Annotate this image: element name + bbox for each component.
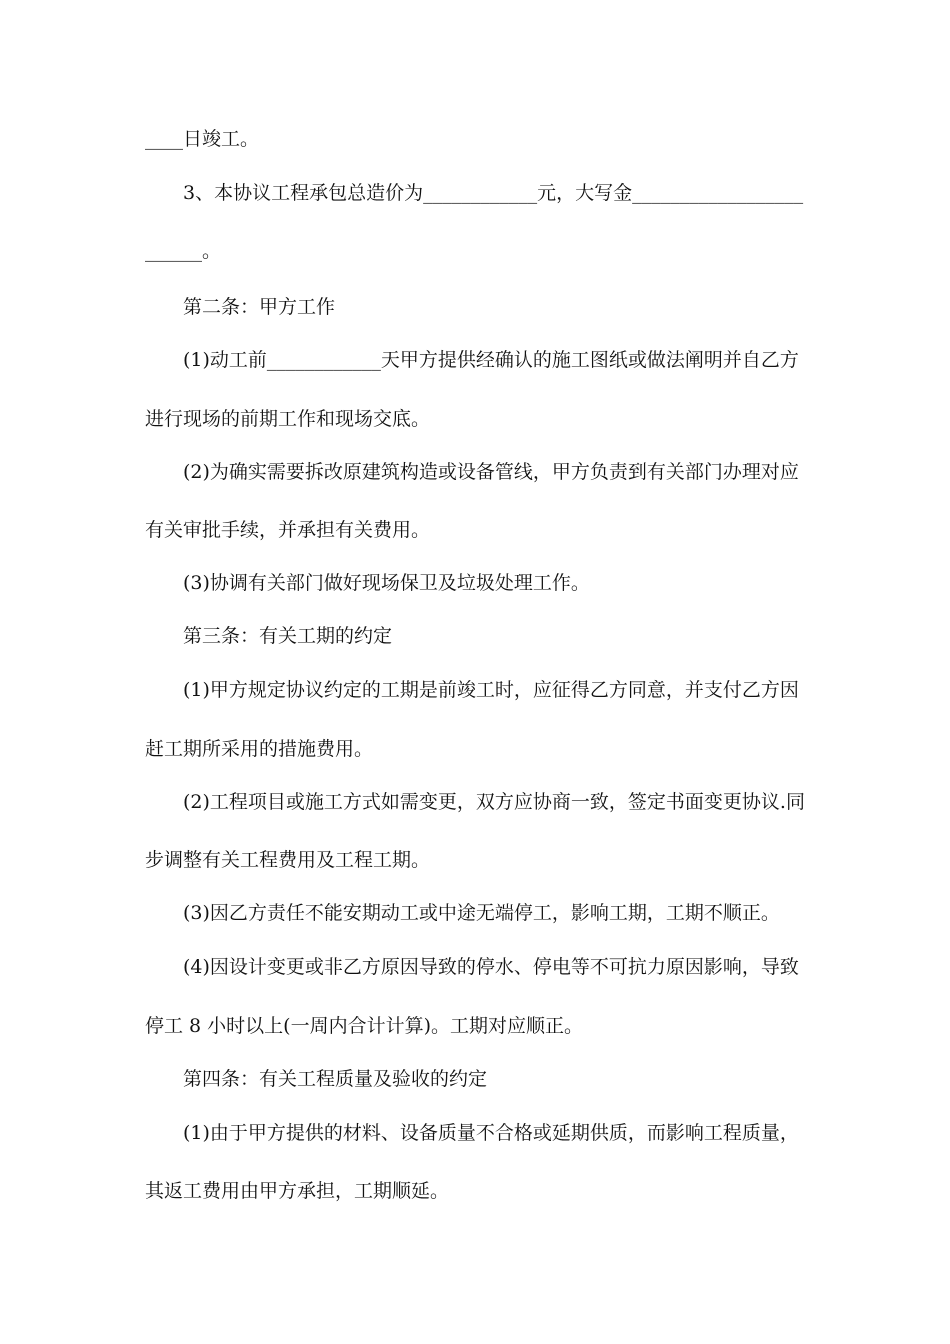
text-line: 赶工期所采用的措施费用。 bbox=[145, 738, 374, 760]
text-line: ______。 bbox=[145, 240, 222, 262]
text-line: 进行现场的前期工作和现场交底。 bbox=[145, 408, 431, 430]
text-line: 停工 8 小时以上(一周内合计计算)。工期对应顺正。 bbox=[145, 1015, 583, 1037]
section-heading: 第四条：有关工程质量及验收的约定 bbox=[183, 1068, 488, 1090]
section-heading: 第三条：有关工期的约定 bbox=[183, 625, 393, 647]
text-line: 有关审批手续，并承担有关费用。 bbox=[145, 519, 431, 541]
text-line: (2)工程项目或施工方式如需变更，双方应协商一致，签定书面变更协议.同 bbox=[183, 791, 805, 813]
text-line: (1)甲方规定协议约定的工期是前竣工时，应征得乙方同意，并支付乙方因 bbox=[183, 679, 799, 701]
section-heading: 第二条：甲方工作 bbox=[183, 296, 336, 318]
text-line: (3)协调有关部门做好现场保卫及垃圾处理工作。 bbox=[183, 572, 590, 594]
text-line: 其返工费用由甲方承担，工期顺延。 bbox=[145, 1180, 450, 1202]
text-line: 步调整有关工程费用及工程工期。 bbox=[145, 849, 431, 871]
text-line: (1)由于甲方提供的材料、设备质量不合格或延期供质，而影响工程质量， bbox=[183, 1122, 799, 1144]
text-line: (2)为确实需要拆改原建筑构造或设备管线，甲方负责到有关部门办理对应 bbox=[183, 461, 799, 483]
text-line: (1)动工前____________天甲方提供经确认的施工图纸或做法阐明并自乙方 bbox=[183, 349, 799, 371]
text-line: (3)因乙方责任不能安期动工或中途无端停工，影响工期，工期不顺正。 bbox=[183, 902, 780, 924]
text-line: ____日竣工。 bbox=[145, 128, 260, 150]
text-line: 3、本协议工程承包总造价为____________元，大写金__________________ bbox=[183, 182, 804, 204]
text-line: (4)因设计变更或非乙方原因导致的停水、停电等不可抗力原因影响，导致 bbox=[183, 956, 799, 978]
